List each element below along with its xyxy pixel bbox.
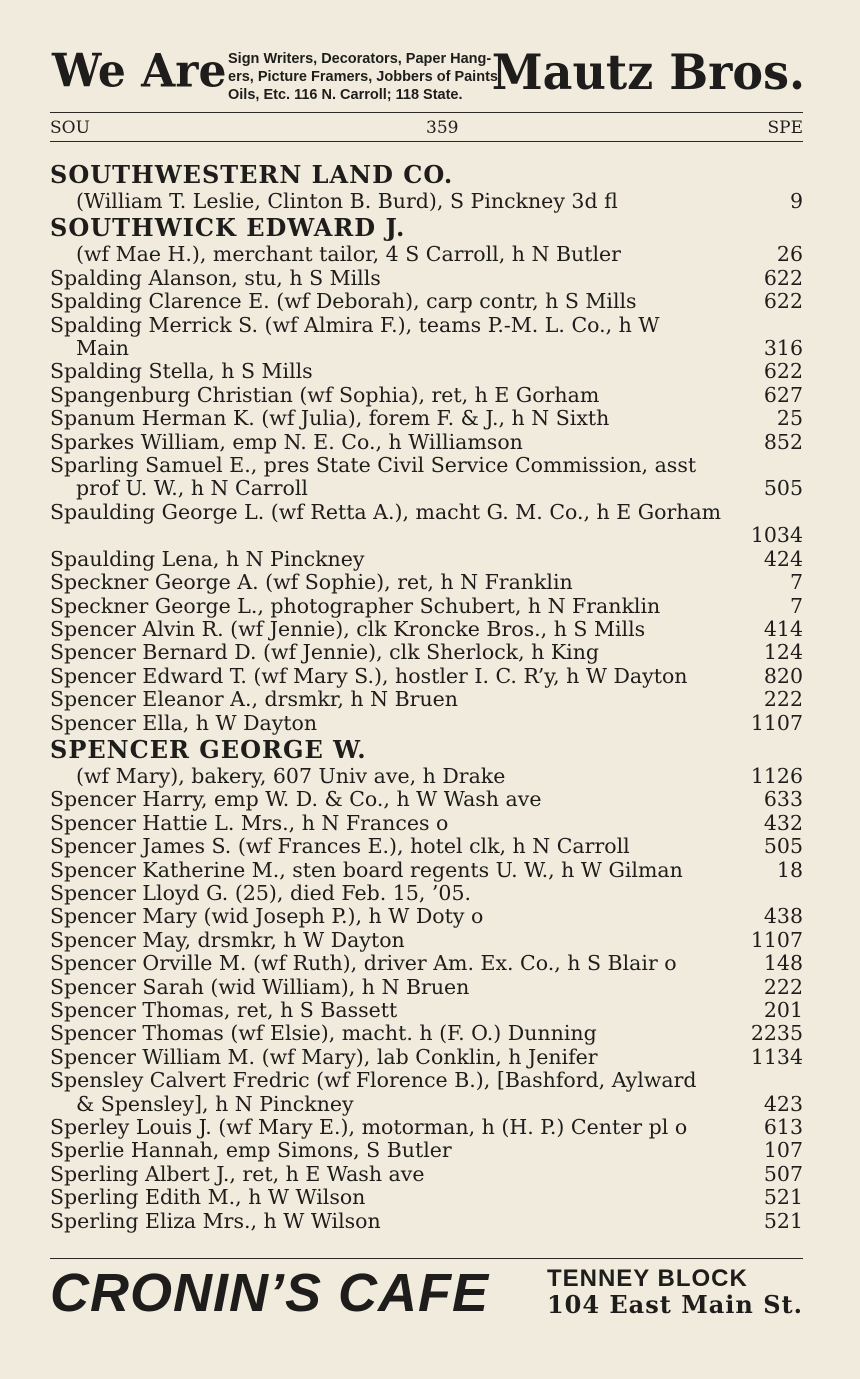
entry-text: Spaulding George L. (wf Retta A.), macht G. M. Co., h E Gorham bbox=[50, 499, 722, 524]
directory-entry bbox=[50, 665, 803, 688]
entry-text: Spencer William M. (wf Mary), lab Conklin, h Jenifer bbox=[50, 1044, 598, 1069]
entry-continuation: prof U. W., h N Carroll bbox=[76, 476, 308, 501]
directory-entry bbox=[50, 595, 803, 618]
entry-text: Speckner George L., photographer Schubert, h N Franklin bbox=[50, 593, 661, 618]
entry-text: Sparkes William, emp N. E. Co., h Williamson bbox=[50, 429, 523, 454]
entry-text: Sperlie Hannah, emp Simons, S Butler bbox=[50, 1138, 452, 1163]
entry-text: Speckner George A. (wf Sophie), ret, h N Franklin bbox=[50, 570, 573, 595]
house-number: 423 bbox=[763, 1091, 803, 1116]
bottom-advertisement bbox=[50, 1262, 805, 1332]
directory-entry bbox=[50, 548, 803, 571]
entry-detail: (wf Mary), bakery, 607 Univ ave, h Drake bbox=[76, 763, 506, 788]
entry-text: Spalding Alanson, stu, h S Mills bbox=[50, 265, 381, 290]
house-number: 9 bbox=[789, 189, 803, 213]
ad-description bbox=[228, 50, 528, 104]
directory-entry bbox=[50, 431, 803, 454]
directory-entry bbox=[50, 905, 803, 928]
house-number: 505 bbox=[763, 834, 803, 859]
guide-word-left: SOU bbox=[50, 118, 90, 138]
entry-text: Spencer Edward T. (wf Mary S.), hostler I. C. R’y, h W Dayton bbox=[50, 663, 688, 688]
house-number: 316 bbox=[763, 336, 803, 361]
directory-entry bbox=[50, 454, 803, 501]
directory-entry bbox=[50, 812, 803, 835]
directory-entry bbox=[50, 1069, 803, 1116]
house-number: 1107 bbox=[750, 927, 803, 952]
entry-text: Sperling Albert J., ret, h E Wash ave bbox=[50, 1161, 425, 1186]
top-advertisement bbox=[50, 43, 805, 114]
ad-slogan: We Are bbox=[52, 44, 227, 99]
house-number: 613 bbox=[763, 1115, 803, 1140]
entry-text: Sparling Samuel E., pres State Civil Service Commission, asst bbox=[50, 453, 697, 478]
street-address: 104 East Main St. bbox=[546, 1290, 803, 1319]
house-number: 222 bbox=[763, 974, 803, 999]
entry-detail: (William T. Leslie, Clinton B. Burd), S Pinckney 3d fl bbox=[76, 189, 618, 213]
house-number: 148 bbox=[763, 951, 803, 976]
entry-text: Spencer Hattie L. Mrs., h N Frances o bbox=[50, 810, 449, 835]
directory-entry bbox=[50, 976, 803, 999]
directory-entry bbox=[50, 835, 803, 858]
directory-entry bbox=[50, 641, 803, 664]
house-number: 414 bbox=[763, 616, 803, 641]
entry-continuation bbox=[50, 524, 803, 547]
house-number: 521 bbox=[763, 1185, 803, 1210]
house-number: 18 bbox=[776, 857, 803, 882]
house-number: 424 bbox=[763, 546, 803, 571]
entry-text: Spalding Stella, h S Mills bbox=[50, 359, 313, 384]
entry-text: Spencer Ella, h W Dayton bbox=[50, 710, 318, 735]
house-number: 622 bbox=[763, 359, 803, 384]
house-number: 25 bbox=[776, 406, 803, 431]
directory-entry bbox=[50, 999, 803, 1022]
entry-name: SPENCER GEORGE W. bbox=[50, 734, 367, 764]
entry-text: Sperley Louis J. (wf Mary E.), motorman, h (H. P.) Center pl o bbox=[50, 1115, 688, 1140]
entry-text: Spanum Herman K. (wf Julia), forem F. & J., h N Sixth bbox=[50, 406, 610, 431]
entry-text: Spangenburg Christian (wf Sophia), ret, h E Gorham bbox=[50, 382, 600, 407]
block-name: TENNEY BLOCK bbox=[546, 1265, 748, 1292]
entry-text: Spencer Lloyd G. (25), died Feb. 15, ’05. bbox=[50, 880, 472, 905]
directory-entry bbox=[50, 571, 803, 594]
directory-entry bbox=[50, 384, 803, 407]
directory-entry bbox=[50, 1186, 803, 1209]
entry-text: Sperling Eliza Mrs., h W Wilson bbox=[50, 1208, 381, 1233]
house-number: 222 bbox=[763, 687, 803, 712]
house-number: 521 bbox=[763, 1208, 803, 1233]
directory-entry bbox=[50, 314, 803, 361]
entry-text: Spaulding Lena, h N Pinckney bbox=[50, 546, 365, 571]
ad-company-name: Mautz Bros. bbox=[491, 43, 805, 101]
entry-text: Spalding Merrick S. (wf Almira F.), teams P.-M. L. Co., h W bbox=[50, 312, 660, 337]
house-number: 852 bbox=[763, 429, 803, 454]
page-number: 359 bbox=[426, 118, 459, 138]
house-number: 1034 bbox=[750, 523, 803, 548]
entry-text: Spencer May, drsmkr, h W Dayton bbox=[50, 927, 405, 952]
cafe-address-block bbox=[547, 1266, 803, 1318]
directory-listing bbox=[50, 160, 803, 1233]
directory-entry bbox=[50, 360, 803, 383]
directory-heading-entry bbox=[50, 735, 803, 788]
house-number: 820 bbox=[763, 663, 803, 688]
house-number: 1126 bbox=[750, 763, 803, 788]
house-number: 507 bbox=[763, 1161, 803, 1186]
entry-continuation: & Spensley], h N Pinckney bbox=[76, 1091, 354, 1116]
entry-text: Spencer Orville M. (wf Ruth), driver Am. Ex. Co., h S Blair o bbox=[50, 951, 677, 976]
directory-entry bbox=[50, 952, 803, 975]
house-number: 633 bbox=[763, 787, 803, 812]
directory-entry bbox=[50, 859, 803, 882]
directory-entry bbox=[50, 290, 803, 313]
directory-entry bbox=[50, 407, 803, 430]
directory-entry bbox=[50, 929, 803, 952]
house-number: 505 bbox=[763, 476, 803, 501]
divider bbox=[50, 112, 803, 113]
ad-description-line: Oils, Etc. 116 N. Carroll; 118 State. bbox=[228, 87, 463, 103]
directory-entry bbox=[50, 1139, 803, 1162]
house-number: 432 bbox=[763, 810, 803, 835]
entry-text: Spencer Harry, emp W. D. & Co., h W Wash ave bbox=[50, 787, 542, 812]
guide-word-right: SPE bbox=[767, 118, 803, 138]
ad-description-line: ers, Picture Framers, Jobbers of Paints, bbox=[228, 69, 502, 85]
house-number: 627 bbox=[763, 382, 803, 407]
house-number: 124 bbox=[763, 640, 803, 665]
house-number: 26 bbox=[776, 242, 803, 267]
house-number: 622 bbox=[763, 289, 803, 314]
entry-name: SOUTHWESTERN LAND CO. bbox=[50, 160, 454, 189]
directory-entry bbox=[50, 788, 803, 811]
divider bbox=[50, 1258, 803, 1259]
entry-text: Spencer Katherine M., sten board regents U. W., h W Gilman bbox=[50, 857, 683, 882]
ad-description-line: Sign Writers, Decorators, Paper Hang- bbox=[228, 51, 492, 67]
directory-entry bbox=[50, 712, 803, 735]
entry-detail: (wf Mae H.), merchant tailor, 4 S Carroll, h N Butler bbox=[76, 242, 621, 267]
house-number: 2235 bbox=[750, 1021, 803, 1046]
directory-entry bbox=[50, 618, 803, 641]
entry-text: Spencer Eleanor A., drsmkr, h N Bruen bbox=[50, 687, 458, 712]
directory-entry bbox=[50, 1046, 803, 1069]
directory-entry bbox=[50, 1116, 803, 1139]
entry-continuation: Main bbox=[76, 336, 129, 361]
entry-text: Spencer Sarah (wid William), h N Bruen bbox=[50, 974, 470, 999]
entry-text: Spalding Clarence E. (wf Deborah), carp contr, h S Mills bbox=[50, 289, 637, 314]
entry-name: SOUTHWICK EDWARD J. bbox=[50, 213, 406, 243]
house-number: 438 bbox=[763, 904, 803, 929]
entry-text: Spencer Mary (wid Joseph P.), h W Doty o bbox=[50, 904, 484, 929]
directory-entry bbox=[50, 1163, 803, 1186]
directory-entry bbox=[50, 688, 803, 711]
divider bbox=[50, 141, 803, 142]
directory-entry bbox=[50, 267, 803, 290]
house-number: 1107 bbox=[750, 710, 803, 735]
entry-text: Spencer Thomas, ret, h S Bassett bbox=[50, 998, 398, 1022]
house-number: 7 bbox=[789, 593, 803, 618]
entry-text: Spencer Thomas (wf Elsie), macht. h (F. O.) Dunning bbox=[50, 1021, 597, 1046]
entry-text: Spencer Alvin R. (wf Jennie), clk Kroncke Bros., h S Mills bbox=[50, 616, 646, 641]
house-number: 622 bbox=[763, 265, 803, 290]
house-number: 7 bbox=[789, 570, 803, 595]
running-head bbox=[50, 117, 803, 141]
cafe-name: CRONIN’S CAFE bbox=[50, 1263, 490, 1323]
house-number: 107 bbox=[763, 1138, 803, 1163]
directory-entry bbox=[50, 1210, 803, 1233]
entry-text: Spencer James S. (wf Frances E.), hotel clk, h N Carroll bbox=[50, 834, 630, 859]
entry-text: Spencer Bernard D. (wf Jennie), clk Sherlock, h King bbox=[50, 640, 600, 665]
house-number: 1134 bbox=[750, 1044, 803, 1069]
house-number: 201 bbox=[763, 998, 803, 1022]
entry-text: Spensley Calvert Fredric (wf Florence B.), [Bashford, Aylward bbox=[50, 1068, 697, 1093]
entry-text: Sperling Edith M., h W Wilson bbox=[50, 1185, 366, 1210]
directory-entry bbox=[50, 501, 803, 548]
directory-heading-entry bbox=[50, 160, 803, 213]
directory-heading-entry bbox=[50, 213, 803, 266]
directory-entry bbox=[50, 882, 803, 905]
directory-entry bbox=[50, 1022, 803, 1045]
